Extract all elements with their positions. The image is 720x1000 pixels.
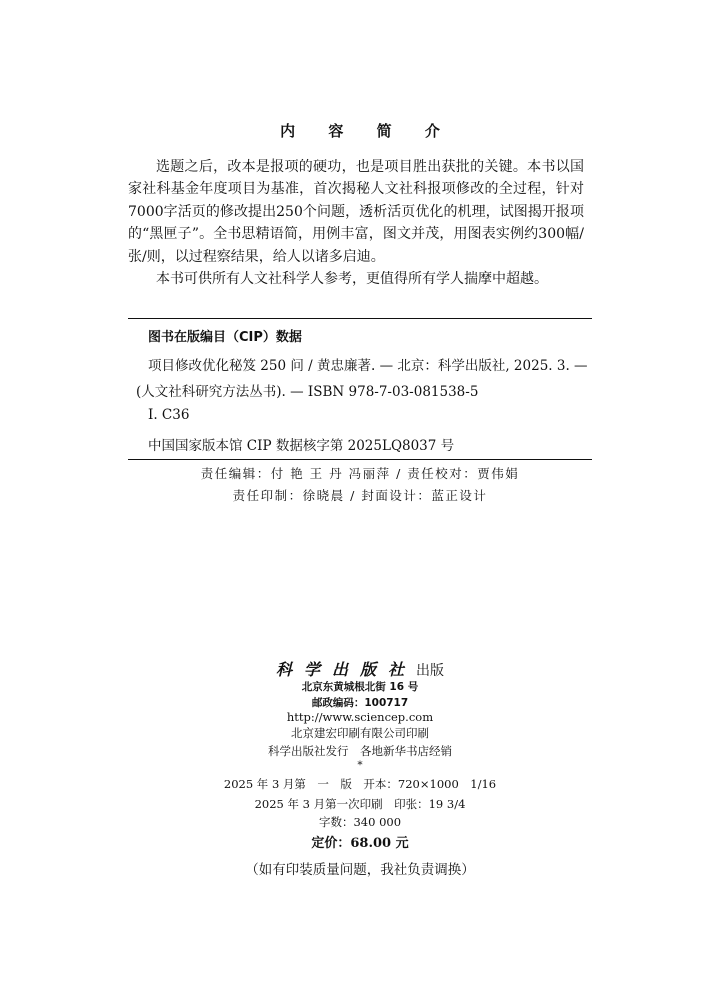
cip-heading: 图书在版编目（CIP）数据 — [148, 330, 302, 345]
publisher-suffix: 出版 — [416, 663, 444, 679]
cip-line: 项目修改优化秘笈 250 问 / 黄忠廉著. — 北京：科学出版社, 2025. 3. — — [148, 358, 588, 374]
word-count: 字数：340 000 — [318, 815, 402, 829]
publisher-address: 北京东黄城根北街 16 号 — [301, 681, 419, 693]
website: http://www.sciencep.com — [286, 710, 434, 724]
price-label: 定价： — [311, 836, 351, 851]
postcode: 邮政编码：100717 — [311, 697, 409, 709]
production-credits: 责任印制：徐晓晨 / 封面设计：蓝正设计 — [232, 488, 488, 503]
printer: 北京建宏印刷有限公司印刷 — [291, 726, 429, 740]
intro-paragraph: 本书可供所有人文社科学人参考，更值得所有学人揣摩中超越。 — [156, 271, 548, 288]
cip-line: 中国国家版本馆 CIP 数据核字第 2025LQ8037 号 — [148, 438, 455, 454]
printing-info: 2025 年 3 月第一次印刷 印张：19 3/4 — [254, 797, 466, 811]
publisher-name: 科学出版社 — [275, 660, 416, 679]
separator-star: * — [357, 759, 363, 771]
editor-credits: 责任编辑：付 艳 王 丹 冯丽萍 / 责任校对：贾伟娟 — [200, 466, 520, 481]
price-value: 68.00 元 — [350, 836, 409, 851]
publisher-line — [0, 657, 720, 680]
intro-paragraph: 选题之后，改本是报项的硬功，也是项目胜出获批的关键。本书以国家社科基金年度项目为基准，首次揭秘人文社科报项修改的全过程，针对7000字活页的修改提出250个问题，透析活页优化的机理，试图揭开报项的“黑匣子”。全书思精语简，用例丰富，图文并茂，用图表实例约300幅/张/则，以过程察结果，给人以诸多启迪。 — [128, 159, 584, 265]
cip-line: Ⅰ. C36 — [148, 407, 190, 423]
distribution: 科学出版社发行 各地新华书店经销 — [268, 744, 452, 758]
introduction — [128, 156, 584, 290]
cip-line: (人文社科研究方法丛书). — ISBN 978-7-03-081538-5 — [136, 384, 479, 400]
edition-info: 2025 年 3 月第 一 版 开本：720×1000 1/16 — [223, 777, 497, 791]
divider — [128, 318, 592, 319]
price — [0, 832, 720, 851]
quality-notice: （如有印装质量问题，我社负责调换） — [245, 862, 475, 878]
divider — [128, 459, 592, 460]
page-title: 内 容 简 介 — [280, 122, 454, 140]
